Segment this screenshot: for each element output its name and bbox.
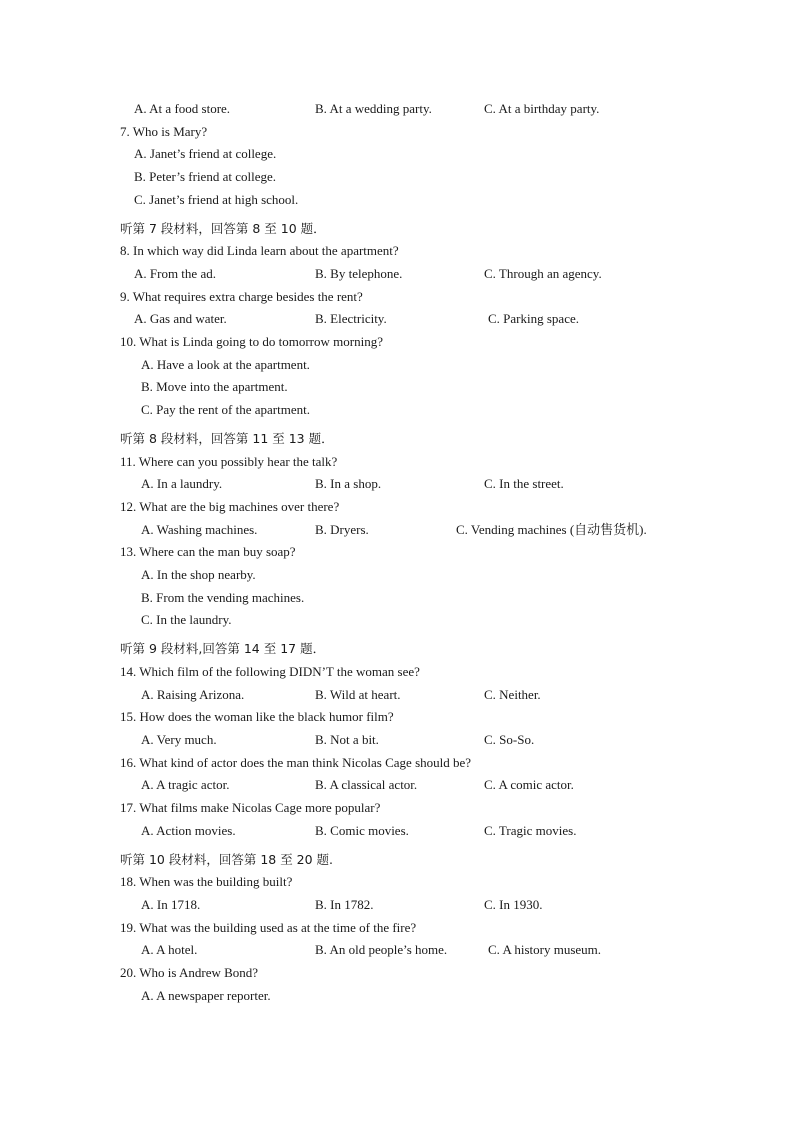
q15-option-a: A. Very much. bbox=[141, 732, 217, 747]
q12-option-a: A. Washing machines. bbox=[141, 522, 258, 537]
q9-option-a: A. Gas and water. bbox=[134, 311, 227, 326]
q7-option-a: A. Janet’s friend at college. bbox=[134, 146, 277, 161]
q11-stem: 11. Where can you possibly hear the talk? bbox=[120, 454, 338, 469]
q16-option-b: B. A classical actor. bbox=[315, 777, 418, 792]
q14-option-a: A. Raising Arizona. bbox=[141, 687, 245, 702]
q19-option-a: A. A hotel. bbox=[141, 942, 198, 957]
q18-stem: 18. When was the building built? bbox=[120, 874, 293, 889]
q16-option-c: C. A comic actor. bbox=[484, 777, 574, 792]
q19-stem: 19. What was the building used as at the time of the fire? bbox=[120, 920, 417, 935]
q14-stem: 14. Which film of the following DIDN’T the woman see? bbox=[120, 664, 420, 679]
q10-option-a: A. Have a look at the apartment. bbox=[141, 357, 310, 372]
q7-option-c: C. Janet’s friend at high school. bbox=[134, 192, 299, 207]
q12-stem: 12. What are the big machines over there? bbox=[120, 499, 340, 514]
q8-option-b: B. By telephone. bbox=[315, 266, 403, 281]
q16-stem: 16. What kind of actor does the man think Nicolas Cage should be? bbox=[120, 755, 472, 770]
q17-option-a: A. Action movies. bbox=[141, 823, 236, 838]
q7-stem: 7. Who is Mary? bbox=[120, 124, 208, 139]
q13-stem: 13. Where can the man buy soap? bbox=[120, 544, 296, 559]
q6-option-c: C. At a birthday party. bbox=[484, 101, 600, 116]
q10-stem: 10. What is Linda going to do tomorrow morning? bbox=[120, 334, 383, 349]
q10-option-b: B. Move into the apartment. bbox=[141, 379, 288, 394]
q9-stem: 9. What requires extra charge besides the rent? bbox=[120, 289, 363, 304]
q15-option-c: C. So-So. bbox=[484, 732, 535, 747]
q12-option-b: B. Dryers. bbox=[315, 522, 369, 537]
q13-option-c: C. In the laundry. bbox=[141, 612, 232, 627]
q7-option-b: B. Peter’s friend at college. bbox=[134, 169, 276, 184]
q17-stem: 17. What films make Nicolas Cage more popular? bbox=[120, 800, 381, 815]
q19-option-c: C. A history museum. bbox=[488, 942, 602, 957]
section-heading-10: 听第 10 段材料，回答第 18 至 20 题. bbox=[120, 852, 334, 867]
q10-option-c: C. Pay the rent of the apartment. bbox=[141, 402, 310, 417]
q15-stem: 15. How does the woman like the black humor film? bbox=[120, 709, 394, 724]
q17-option-c: C. Tragic movies. bbox=[484, 823, 577, 838]
section-heading-8: 听第 8 段材料，回答第 11 至 13 题． bbox=[120, 431, 334, 446]
q13-option-a: A. In the shop nearby. bbox=[141, 567, 256, 582]
q17-option-b: B. Comic movies. bbox=[315, 823, 409, 838]
q8-stem: 8. In which way did Linda learn about the apartment? bbox=[120, 243, 399, 258]
q9-option-c: C. Parking space. bbox=[488, 311, 579, 326]
q11-option-b: B. In a shop. bbox=[315, 476, 382, 491]
q11-option-a: A. In a laundry. bbox=[141, 476, 223, 491]
q18-option-a: A. In 1718. bbox=[141, 897, 201, 912]
q18-option-c: C. In 1930. bbox=[484, 897, 543, 912]
q8-option-a: A. From the ad. bbox=[134, 266, 216, 281]
q6-option-b: B. At a wedding party. bbox=[315, 101, 432, 116]
section-heading-7: 听第 7 段材料，回答第 8 至 10 题． bbox=[120, 221, 326, 236]
section-heading-9: 听第 9 段材料,回答第 14 至 17 题． bbox=[120, 641, 326, 656]
q15-option-b: B. Not a bit. bbox=[315, 732, 379, 747]
q20-option-a: A. A newspaper reporter. bbox=[141, 988, 271, 1003]
q8-option-c: C. Through an agency. bbox=[484, 266, 602, 281]
q19-option-b: B. An old people’s home. bbox=[315, 942, 448, 957]
q11-option-c: C. In the street. bbox=[484, 476, 564, 491]
q13-option-b: B. From the vending machines. bbox=[141, 590, 305, 605]
q14-option-b: B. Wild at heart. bbox=[315, 687, 401, 702]
q14-option-c: C. Neither. bbox=[484, 687, 541, 702]
q12-option-c: C. Vending machines (自动售货机). bbox=[456, 522, 647, 537]
q18-option-b: B. In 1782. bbox=[315, 897, 374, 912]
q6-option-a: A. At a food store. bbox=[134, 101, 231, 116]
q20-stem: 20. Who is Andrew Bond? bbox=[120, 965, 259, 980]
q9-option-b: B. Electricity. bbox=[315, 311, 387, 326]
q16-option-a: A. A tragic actor. bbox=[141, 777, 230, 792]
